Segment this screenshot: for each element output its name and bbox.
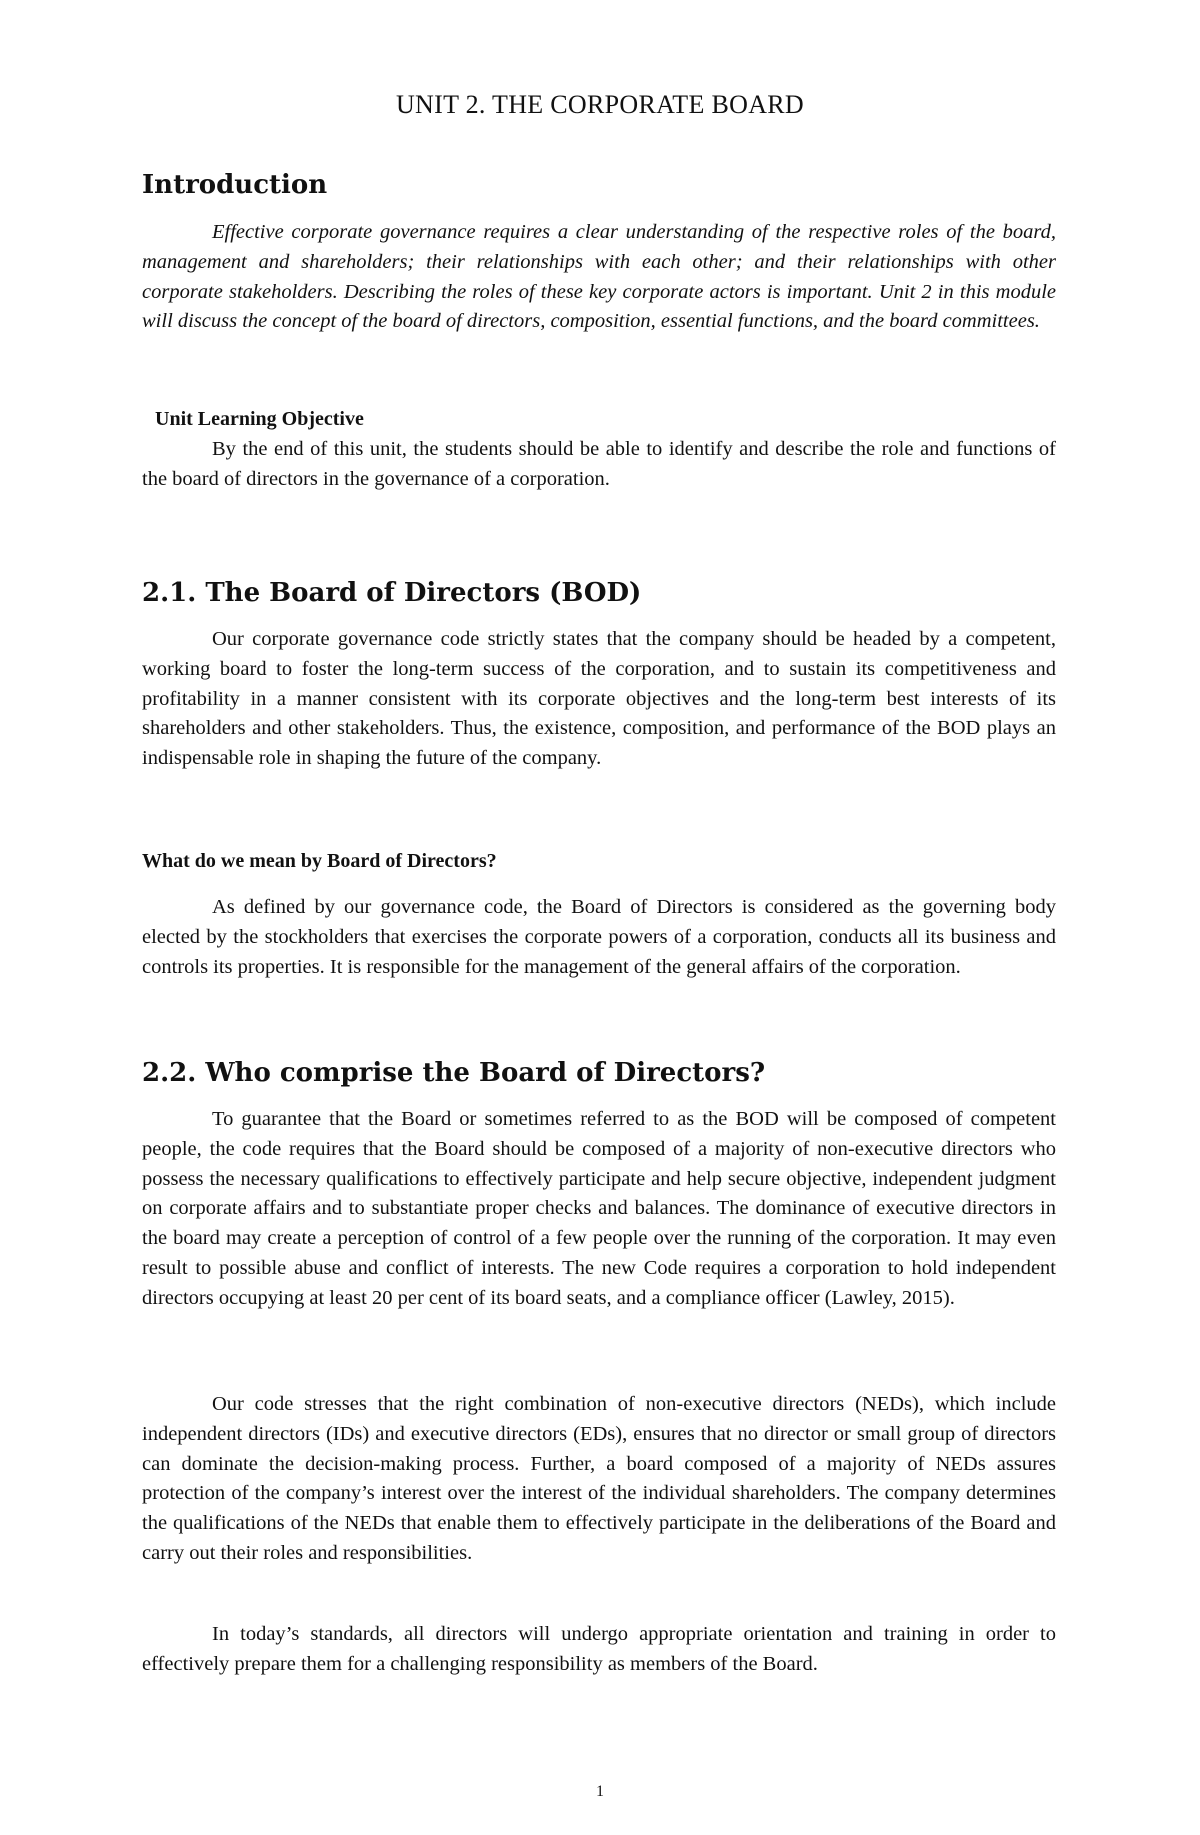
what-is-bod-heading: What do we mean by Board of Directors? (142, 850, 497, 872)
learning-objective-paragraph: By the end of this unit, the students should be able to identify and describe the role and functions of the board of directors in the governance of a corporation. (142, 438, 1056, 490)
introduction-heading: Introduction (142, 170, 328, 200)
section-2-2-heading: 2.2. Who comprise the Board of Directors? (142, 1058, 766, 1088)
learning-objective-heading: Unit Learning Objective (155, 408, 364, 430)
section-2-1-paragraph: Our corporate governance code strictly states that the company should be headed by a competent, working board to foster the long-term success of the corporation, and to sustain its competitiveness and profitability in a manner consistent with its corporate objectives and the long-term best interests of its shareholders and other stakeholders. Thus, the existence, composition, and performance of the BOD plays an indispensable role in shaping the future of the company. (142, 628, 1056, 770)
introduction-paragraph: Effective corporate governance requires a clear understanding of the respective roles of the board, management and shareholders; their relationships with each other; and their relationships with other corporate stakeholders. Describing the roles of these key corporate actors is important. Unit 2 in this module will discuss the concept of the board of directors, composition, essential functions, and the board committees. (142, 221, 1056, 333)
section-2-2-paragraph-1: To guarantee that the Board or sometimes referred to as the BOD will be composed of competent people, the code requires that the Board should be composed of a majority of non-executive directors who possess the necessary qualifications to effectively participate and help secure objective, independent judgment on corporate affairs and to substantiate proper checks and balances. The dominance of executive directors in the board may create a perception of control of a few people over the running of the corporation. It may even result to possible abuse and conflict of interests. The new Code requires a corporation to hold independent directors occupying at least 20 per cent of its board seats, and a compliance officer (Lawley, 2015). (142, 1108, 1056, 1309)
what-is-bod-paragraph: As defined by our governance code, the Board of Directors is considered as the governing body elected by the stockholders that exercises the corporate powers of a corporation, conducts all its business and controls its properties. It is responsible for the management of the general affairs of the corporation. (142, 896, 1056, 978)
section-2-2-paragraph-2: Our code stresses that the right combination of non-executive directors (NEDs), which include independent directors (IDs) and executive directors (EDs), ensures that no director or small group of directors can dominate the decision-making process. Further, a board composed of a majority of NEDs assures protection of the company’s interest over the interest of the individual shareholders. The company determines the qualifications of the NEDs that enable them to effectively participate in the deliberations of the Board and carry out their roles and responsibilities. (142, 1393, 1056, 1564)
unit-title: UNIT 2. THE CORPORATE BOARD (395, 90, 804, 119)
section-2-1-heading: 2.1. The Board of Directors (BOD) (142, 578, 642, 608)
section-2-2-paragraph-3: In today’s standards, all directors will undergo appropriate orientation and training in order to effectively prepare them for a challenging responsibility as members of the Board. (142, 1623, 1056, 1675)
page-number: 1 (596, 1783, 604, 1800)
